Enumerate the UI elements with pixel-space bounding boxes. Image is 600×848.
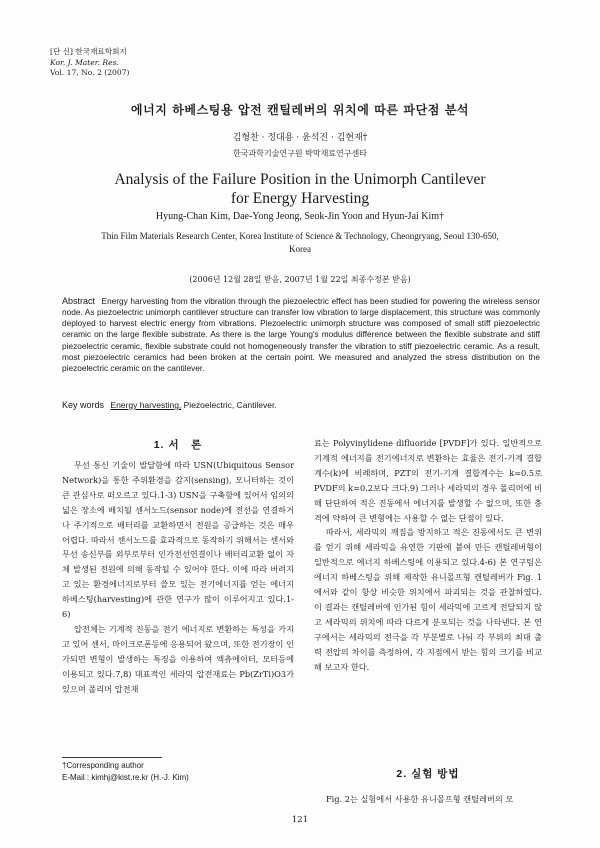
abstract-label: Abstract [62, 296, 96, 306]
footnote [62, 760, 189, 784]
left-paragraph-1: 무선 통신 기술이 발달함에 따라 USN(Ubiquitous Sensor Network)을 통한 주위환경을 감지(sensing), 모니터하는 것이 큰 관심사로 떠오르고 있다.1-3) USN을 구축함에 있어서 임의의 넓은 장소에 배치될 센서노드(sensor node)에 전선을 연결하거나 주기적으로 배터리를 교환하면서 전원을 공급하는 것은 매우 어렵다. 따라서 센서노드를 효과적으로 동작하기 위해서는 센서와 무선 송신부를 외부로부터 인가전선연결이나 배터리교환 없이 자체 발생된 전원에 의해 동작될 수 있어야 한다. 이에 따라 버려지고 있는 환경에너지로부터 쓸모 있는 전기에너지를 얻는 에너지 하베스팅(harvesting)에 관한 연구가 많이 이루어지고 있다.1-6) [62, 460, 294, 620]
affiliation-korean: 한국과학기술연구원 박막재료연구센타 [233, 149, 367, 158]
affiliation-english: Thin Film Materials Research Center, Korea Institute of Science & Technology, Cheongryang, Seoul 130-650, Korea [101, 231, 499, 254]
keywords-label: Key words [62, 400, 105, 410]
title-english-line1: Analysis of the Failure Position in the Unimorph Cantilever [114, 171, 486, 188]
section-introduction-title: 1. 서 론 [153, 439, 203, 451]
footnote-email: E-Mail : kimhj@kist.re.kr (H.-J. Kim) [62, 773, 189, 782]
title-english-line2: for Energy Harvesting [230, 190, 370, 207]
right-column-methods [314, 792, 542, 807]
journal-volume: Vol. 17, No. 2 (2007) [50, 68, 130, 77]
footnote-divider [62, 757, 162, 758]
right-paragraph-3: Fig. 2는 실험에서 사용한 유니몰프형 캔틸레버의 모 [326, 794, 514, 804]
abstract-text: Energy harvesting from the vibration through the piezoelectric effect has been studied for powering the wireless sensor node. As piezoelectric unimorph cantilever structure can transfer low vibration to large displacement, this structure was commonly deployed to harvest electric energy from vibrations. Piezoelectric unimorph structure was composed of small stiff piezoelectric ceramic on the large flexible substrate. As there is the large Young's modulus difference between the flexible substrate and stiff piezoelectric ceramic, flexible substrate could not homogeneously transfer the vibration to stiff piezoelectric ceramic. As a result, most piezoelectric ceramics had been broken at the certain point. We measured and analyzed the stress distribution on the piezoelectric ceramic on the cantilever. [62, 296, 540, 373]
keyword-rest: Piezoelectric, Cantilever. [181, 400, 277, 410]
abstract [62, 296, 540, 374]
right-paragraph-2: 따라서, 세라믹의 깨짐을 방지하고 적은 진동에서도 큰 변위를 얻기 위해 세라믹을 유연한 기판에 붙여 만든 캔틸레버형이 일반적으로 에너지 하베스팅에 이용되고 있다.4-6) 본 연구팀은 에너지 하베스팅을 위해 제작한 유니몰프형 캔틸레버가 Fig. 1에서와 같이 항상 비슷한 위치에서 파괴되는 것을 관찰하였다. 이 결과는 캔틸레버에 인가된 힘이 세라믹에 고르게 전달되지 않고 세라믹의 위치에 따라 다르게 분포되는 것을 나타낸다. 본 연구에서는 세라믹의 전극을 각 부분별로 나눠 각 부위의 최대 출력 전압의 차이를 측정하여, 각 지점에서 받는 힘의 크기를 비교해 보고자 한다. [314, 527, 542, 672]
journal-section: [단 신] 한국재료학회지 [50, 47, 127, 56]
keywords [62, 400, 540, 410]
left-paragraph-2: 압전체는 기계적 진동을 전기 에너지로 변환하는 특성을 가지고 있어 센서, 마이크로폰등에 응용되어 왔으며, 또한 전기장이 인가되면 변형이 발생하는 특징을 이용하여 엑츄에이터, 모터등에 이용되고 있다.7,8) 대표적인 세라믹 압전재료는 Pb(ZrTi)O3가 있으며 폴리머 압전재 [62, 623, 294, 694]
received-dates: (2006년 12월 28일 받음, 2007년 1월 22일 최종수정본 받음) [189, 275, 411, 284]
keyword-first: Energy harvesting, [110, 400, 182, 410]
authors-korean: 김형찬 · 정대용 · 윤석진 · 김현재† [232, 133, 368, 143]
section-methods-title: 2. 실험 방법 [396, 768, 460, 780]
journal-abbrev: Kor. J. Mater. Res. [50, 57, 119, 67]
footnote-corresponding: †Corresponding author [62, 761, 144, 770]
page-number: 121 [291, 815, 309, 825]
right-paragraph-1: 료는 Polyvinylidene difluoride [PVDF]가 있다. 일반적으로 기계적 에너지를 전기에너지로 변환하는 효율은 전기-기계 결합계수(k)에 비례하며, PZT의 전기-기계 결합계수는 k=0.5로 PVDF의 k=0.2보다 크다.9) 그러나 세라믹의 경우 폴리머에 비해 단단하여 적은 진동에서 에너지를 발생할 수 없으며, 또한 충격에 약하여 큰 변형에는 사용할 수 없는 단점이 있다. [314, 438, 543, 523]
authors-english: Hyung-Chan Kim, Dae-Yong Jeong, Seok-Jin Yoon and Hyun-Jai Kim† [155, 211, 445, 222]
title-korean: 에너지 하베스팅용 압전 캔틸레버의 위치에 따른 파단점 분석 [130, 103, 470, 117]
title-english [0, 170, 600, 208]
journal-header [50, 47, 130, 79]
left-column [62, 458, 294, 697]
right-column [314, 436, 542, 675]
